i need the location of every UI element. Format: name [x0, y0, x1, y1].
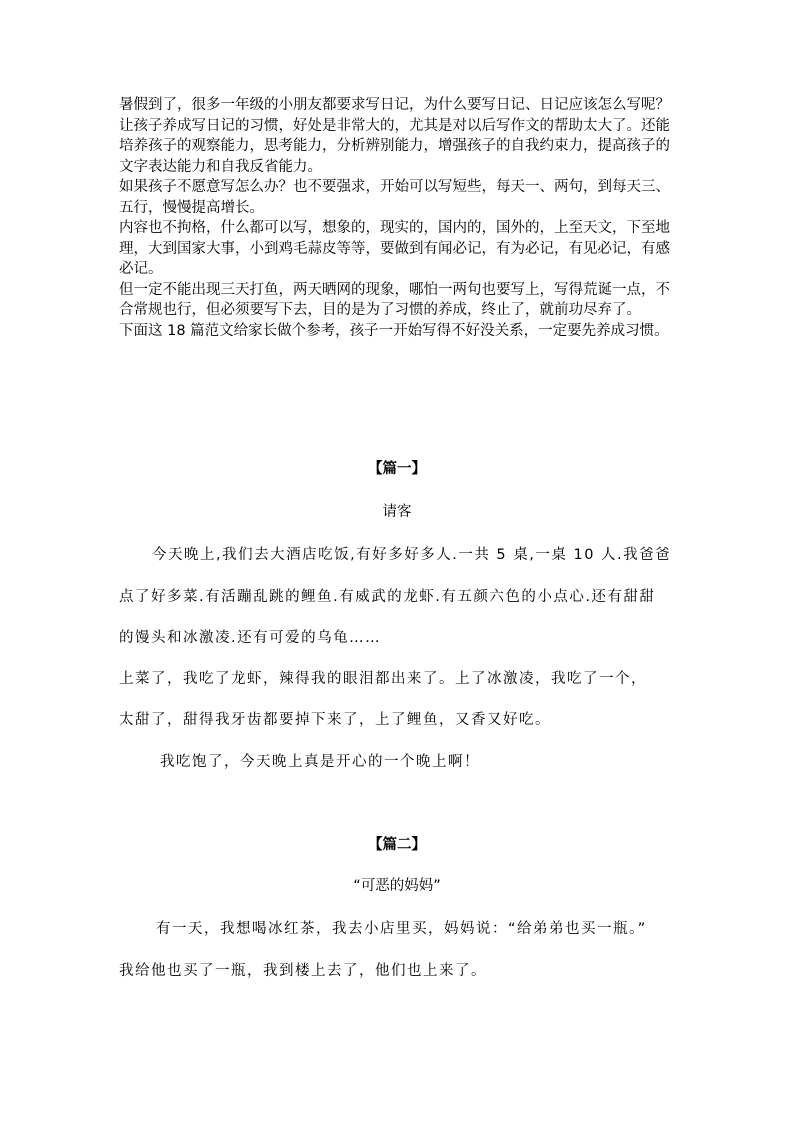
intro-text [119, 95, 679, 341]
essay-1-line: 太甜了，甜得我牙齿都要掉下来了，上了鲤鱼，又香又好吃。 [119, 712, 551, 728]
essay-1-title: 请客 [382, 504, 412, 520]
intro-paragraph: 内容也不拘格，什么都可以写，想象的，现实的，国内的，国外的，上至天文，下至地理，大到国家大事，小到鸡毛蒜皮等等，要做到有闻必记，有为必记，有见必记，有感必记。 [119, 220, 670, 277]
essay-1-line: 上菜了，我吃了龙虾，辣得我的眼泪都出来了。上了冰激凌，我吃了一个， [119, 671, 647, 687]
essay-1-line: 我吃饱了，今天晚上真是开心的一个晚上啊！ [160, 754, 480, 770]
essay-2-title: “可恶的妈妈” [353, 878, 441, 894]
essay-1-heading: 【篇一】 [368, 461, 426, 477]
essay-2-line: 我给他也买了一瓶，我到楼上去了，他们也上来了。 [119, 963, 487, 979]
essay-2-line: 有一天，我想喝冰红茶，我去小店里买，妈妈说：“给弟弟也买一瓶。” [156, 921, 647, 937]
intro-paragraph: 如果孩子不愿意写怎么办？也不要强求，开始可以写短些，每天一、两句，到每天三、五行，慢慢提高增长。 [119, 179, 670, 216]
essay-1-line: 点了好多菜.有活蹦乱跳的鲤鱼.有威武的龙虾.有五颜六色的小点心.还有甜甜 [119, 589, 656, 605]
essay-1-line: 的馒头和冰激凌.还有可爱的乌龟…… [119, 630, 382, 646]
essay-2-heading: 【篇二】 [368, 837, 426, 853]
essay-1-line: 今天晚上,我们去大酒店吃饭,有好多好多人.一共 5 桌,一桌 10 人.我爸爸 [152, 547, 672, 563]
intro-paragraph: 暑假到了，很多一年级的小朋友都要求写日记，为什么要写日记、日记应该怎么写呢？ [119, 97, 670, 113]
intro-paragraph: 但一定不能出现三天打鱼，两天晒网的现象，哪怕一两句也要写上，写得荒诞一点，不合常规也行，但必须要写下去，目的是为了习惯的养成，终止了，就前功尽弃了。 [119, 281, 670, 318]
intro-paragraph: 让孩子养成写日记的习惯，好处是非常大的，尤其是对以后写作文的帮助太大了。还能培养孩子的观察能力，思考能力，分析辨别能力，增强孩子的自我约束力，提高孩子的文字表达能力和自我反省能力。 [119, 117, 670, 175]
intro-paragraph: 下面这 18 篇范文给家长做个参考，孩子一开始写得不好没关系，一定要先养成习惯。 [119, 322, 669, 339]
